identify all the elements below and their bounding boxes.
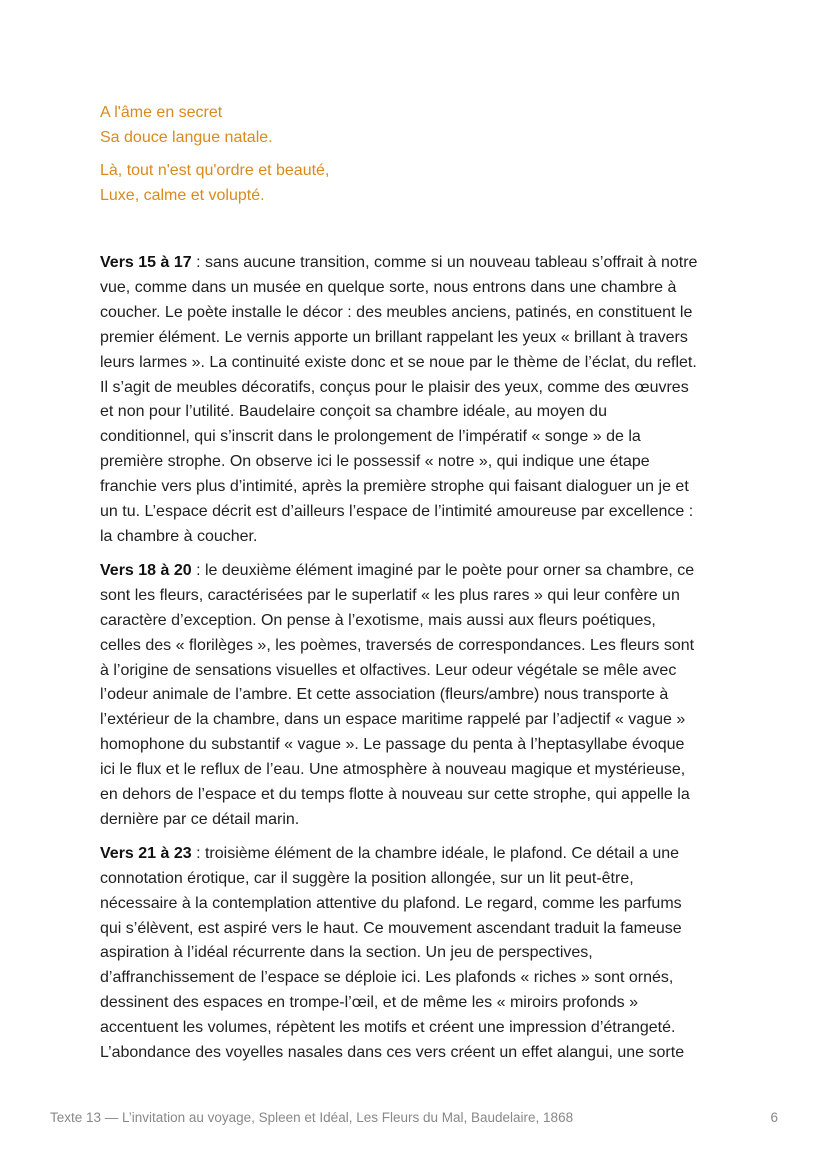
poem-line: A l'âme en secret: [100, 104, 223, 121]
paragraph-line: celles des « florilèges », les poèmes, traversés de correspondances. Les fleurs sont: [100, 636, 695, 654]
paragraph-line: franchie vers plus d’intimité, après la première strophe qui faisant dialoguer un je et: [100, 478, 689, 496]
paragraph-text: : troisième élément de la chambre idéale, le plafond. Ce détail a une: [191, 844, 680, 862]
paragraph-line: première strophe. On observe ici le possessif « notre », qui indique une étape: [100, 453, 650, 471]
poem-line: Luxe, calme et volupté.: [100, 186, 265, 204]
paragraph-line: ici le flux et le reflux de l’eau. Une atmosphère à nouveau magique et mystérieuse,: [100, 761, 686, 779]
paragraph-line: caractère d’exception. On pense à l’exotisme, mais aussi aux fleurs poétiques,: [100, 611, 656, 629]
page-footer: [50, 1110, 778, 1125]
paragraph-line: aspiration à l’idéal récurrente dans la section. Un jeu de perspectives,: [100, 944, 593, 962]
paragraph-line: sont les fleurs, caractérisées par le superlatif « les plus rares » qui leur confère un: [100, 586, 680, 604]
poem-excerpt: [100, 101, 740, 208]
paragraph-text: : le deuxième élément imaginé par le poète pour orner sa chambre, ce: [191, 561, 695, 579]
paragraph-line: [100, 251, 740, 276]
paragraph-line: connotation érotique, car il suggère la position allongée, sur un lit peut-être,: [100, 869, 634, 887]
paragraph-line: homophone du substantif « vague ». Le passage du penta à l’heptasyllabe évoque: [100, 736, 685, 754]
paragraph-line: qui s’élèvent, est aspiré vers le haut. Ce mouvement ascendant traduit la fameuse: [100, 919, 682, 937]
paragraph-line: en dehors de l’espace et du temps flotte à nouveau sur cette strophe, qui appelle la: [100, 786, 690, 804]
poem-line: Sa douce langue natale.: [100, 128, 273, 146]
verse-reference: Vers 21 à 23: [100, 844, 192, 862]
analysis-paragraph: [100, 559, 740, 833]
paragraph-line: la chambre à coucher.: [100, 527, 258, 545]
paragraph-line: un tu. L’espace décrit est d’ailleurs l’espace de l’intimité amoureuse par excellence :: [100, 503, 694, 521]
footer-title: Texte 13 — L’invitation au voyage, Spleen et Idéal, Les Fleurs du Mal, Baudelaire, 1868: [50, 1110, 574, 1125]
paragraph-line: et non pour l’utilité. Baudelaire conçoit sa chambre idéale, au moyen du: [100, 403, 607, 421]
paragraph-line: dernière par ce détail marin.: [100, 810, 300, 828]
paragraph-text: : sans aucune transition, comme si un nouveau tableau s’offrait à notre: [191, 254, 698, 271]
paragraph-line: vue, comme dans un musée en quelque sorte, nous entrons dans une chambre à: [100, 278, 677, 296]
paragraph-line: premier élément. Le vernis apporte un brillant rappelant les yeux « brillant à travers: [100, 328, 688, 346]
poem-line: Là, tout n'est qu'ordre et beauté,: [100, 162, 330, 179]
paragraph-line: dessinent des espaces en trompe-l’œil, et de même les « miroirs profonds »: [100, 994, 639, 1012]
analysis-paragraph: [100, 842, 740, 1066]
poem-stanza: [100, 101, 740, 150]
paragraph-line: d’affranchissement de l’espace se déploie ici. Les plafonds « riches » sont ornés,: [100, 969, 674, 987]
paragraph-line: coucher. Le poète installe le décor : des meubles anciens, patinés, en constituent le: [100, 303, 693, 321]
verse-reference: Vers 18 à 20: [100, 561, 192, 579]
paragraph-line: à l’origine de sensations visuelles et olfactives. Leur odeur végétale se mêle avec: [100, 661, 677, 679]
analysis-body: [100, 251, 740, 1075]
paragraph-line: [100, 842, 740, 867]
paragraph-line: leurs larmes ». La continuité existe donc et se noue par le thème de l’éclat, du reflet.: [100, 353, 697, 371]
page-number: 6: [770, 1110, 778, 1125]
analysis-paragraph: [100, 251, 740, 550]
paragraph-line: nécessaire à la contemplation attentive du plafond. Le regard, comme les parfums: [100, 894, 682, 912]
poem-stanza: [100, 159, 740, 208]
paragraph-line: Il s’agit de meubles décoratifs, conçus pour le plaisir des yeux, comme des œuvres: [100, 378, 689, 396]
paragraph-line: l’extérieur de la chambre, dans un espace maritime rappelé par l’adjectif « vague »: [100, 711, 686, 729]
paragraph-line: L’abondance des voyelles nasales dans ces vers créent un effet alangui, une sorte: [100, 1044, 685, 1062]
verse-reference: Vers 15 à 17: [100, 254, 192, 271]
paragraph-line: [100, 559, 740, 584]
paragraph-line: l’odeur animale de l’ambre. Et cette association (fleurs/ambre) nous transporte à: [100, 686, 669, 704]
paragraph-line: conditionnel, qui s’inscrit dans le prolongement de l’impératif « songe » de la: [100, 428, 641, 446]
paragraph-line: accentuent les volumes, répètent les motifs et créent une impression d’étrangeté.: [100, 1019, 676, 1037]
